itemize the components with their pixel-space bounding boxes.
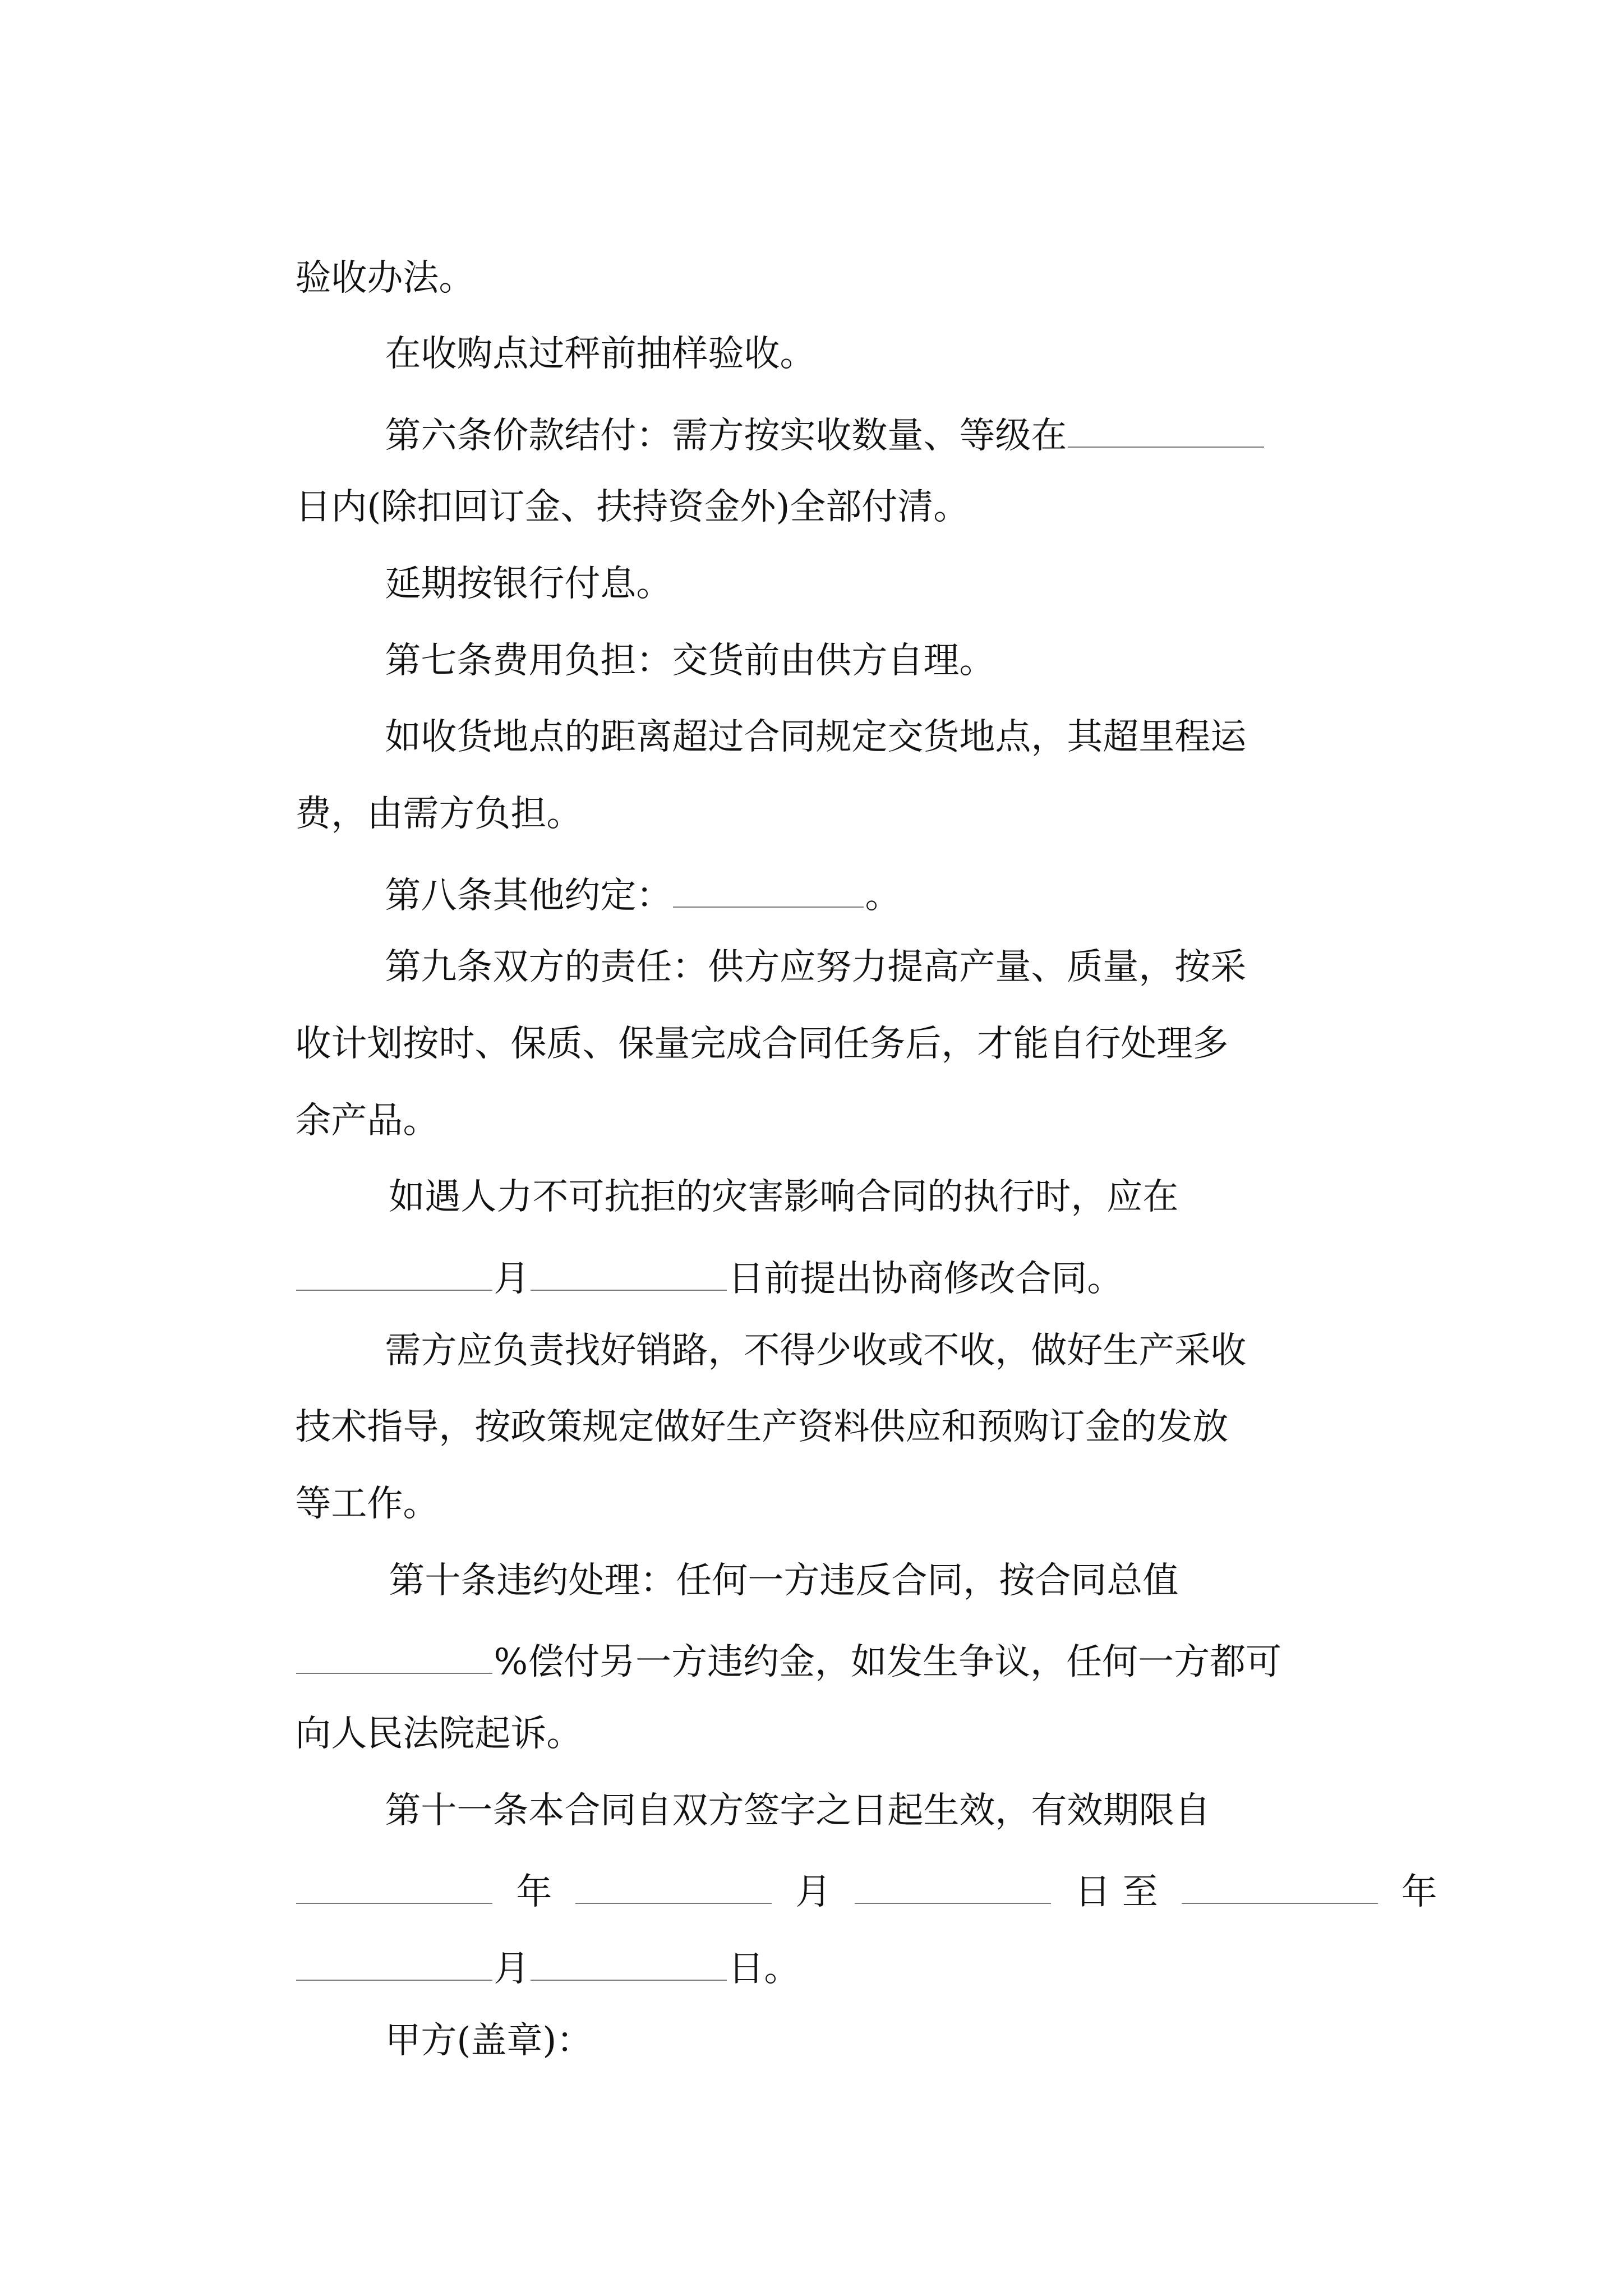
text: 年 bbox=[516, 1871, 552, 1913]
paragraph-line bbox=[250, 453, 970, 528]
paragraph-line bbox=[339, 913, 1247, 988]
paragraph-line bbox=[339, 377, 1265, 457]
paragraph-line bbox=[339, 530, 672, 605]
text: 第六条价款结付：需方按实收数量、等级在 bbox=[385, 415, 1067, 457]
text: %偿付另一方违约金，如发生争议，任何一方都可 bbox=[494, 1641, 1282, 1683]
text: 第十一条本合同自双方签字之日起生效，有效期限自 bbox=[385, 1790, 1211, 1832]
text: 如遇人力不可抗拒的灾害影响合同的执行时，应在 bbox=[389, 1176, 1179, 1218]
paragraph-line bbox=[250, 1680, 583, 1755]
paragraph-line bbox=[339, 1297, 1247, 1372]
text: 等工作。 bbox=[295, 1483, 439, 1525]
text: 向人民法院起诉。 bbox=[295, 1713, 583, 1755]
text: 验收办法。 bbox=[295, 257, 475, 299]
text: 日前提出协商修改合同。 bbox=[728, 1258, 1123, 1300]
text: 第九条双方的责任：供方应努力提高产量、质量，按采 bbox=[385, 946, 1247, 988]
text: 在收购点过秤前抽样验收。 bbox=[385, 333, 816, 375]
paragraph-line bbox=[343, 1143, 1179, 1218]
paragraph-line bbox=[250, 1373, 1229, 1448]
blank-field[interactable] bbox=[855, 1869, 1051, 1904]
text: 第八条其他约定： bbox=[385, 875, 672, 917]
text: 日内(除扣回订金、扶持资金外)全部付清。 bbox=[295, 486, 970, 528]
blank-field[interactable] bbox=[531, 1256, 727, 1291]
text: 日。 bbox=[728, 1948, 800, 1990]
paragraph-line bbox=[343, 1527, 1179, 1602]
blank-field[interactable] bbox=[1068, 413, 1264, 448]
blank-field[interactable] bbox=[296, 1946, 492, 1981]
paragraph-line bbox=[339, 837, 901, 917]
blank-field[interactable] bbox=[296, 1639, 492, 1674]
blank-field[interactable] bbox=[575, 1869, 772, 1904]
paragraph-line bbox=[250, 990, 1229, 1065]
paragraph-line bbox=[339, 1987, 593, 2062]
text: 延期按银行付息。 bbox=[385, 563, 672, 605]
paragraph-line bbox=[339, 607, 995, 682]
text: 第七条费用负担：交货前由供方自理。 bbox=[385, 640, 995, 682]
blank-field[interactable] bbox=[296, 1256, 492, 1291]
paragraph-line bbox=[250, 1220, 1123, 1300]
blank-field[interactable] bbox=[531, 1946, 727, 1981]
text: 。 bbox=[865, 875, 901, 917]
paragraph-line bbox=[250, 1067, 439, 1142]
blank-field[interactable] bbox=[1182, 1869, 1378, 1904]
text: 技术指导，按政策规定做好生产资料供应和预购订金的发放 bbox=[295, 1406, 1229, 1448]
text: 月 bbox=[494, 1948, 530, 1990]
paragraph-line bbox=[250, 1450, 439, 1525]
paragraph-line bbox=[339, 300, 816, 375]
paragraph-line bbox=[250, 760, 583, 835]
text: 月 bbox=[795, 1871, 832, 1913]
text: 甲方(盖章)： bbox=[385, 2020, 593, 2062]
text: 余产品。 bbox=[295, 1100, 439, 1142]
text: 月 bbox=[494, 1258, 530, 1300]
blank-field[interactable] bbox=[296, 1869, 492, 1904]
paragraph-line bbox=[250, 224, 475, 299]
text: 日 至 bbox=[1075, 1871, 1158, 1913]
paragraph-line bbox=[250, 1910, 800, 1990]
blank-field[interactable] bbox=[673, 873, 864, 908]
text: 如收货地点的距离超过合同规定交货地点，其超里程运 bbox=[385, 716, 1247, 758]
paragraph-line bbox=[250, 1603, 1282, 1683]
text: 年 bbox=[1401, 1871, 1437, 1913]
paragraph-line bbox=[339, 683, 1247, 758]
text: 第十条违约处理：任何一方违反合同，按合同总值 bbox=[389, 1560, 1179, 1602]
paragraph-line bbox=[339, 1757, 1211, 1832]
paragraph-line bbox=[250, 1833, 1437, 1913]
text: 需方应负责找好销路，不得少收或不收，做好生产采收 bbox=[385, 1330, 1247, 1372]
text: 费，由需方负担。 bbox=[295, 793, 583, 835]
text: 收计划按时、保质、保量完成合同任务后，才能自行处理多 bbox=[295, 1023, 1229, 1065]
